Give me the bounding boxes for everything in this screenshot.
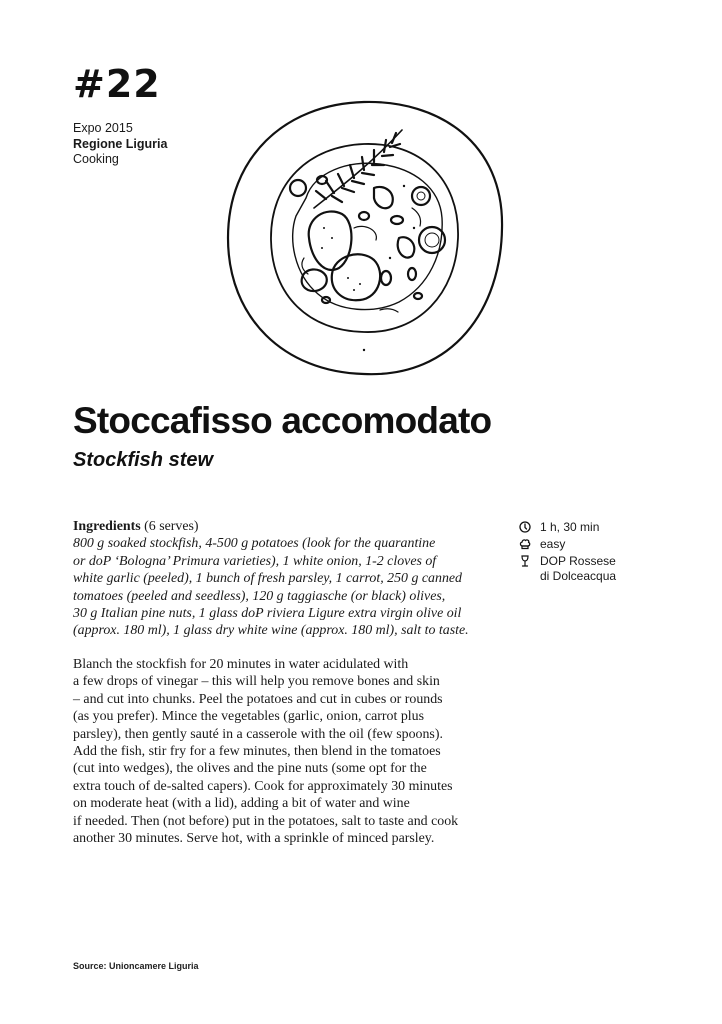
- category-label: Cooking: [73, 152, 119, 166]
- ingredients-line: tomatoes (peeled and seedless), 120 g taggiasche (or black) olives,: [73, 588, 446, 604]
- recipe-facts: [519, 520, 616, 586]
- event-label: Expo 2015: [73, 121, 133, 135]
- region-label: Regione Liguria: [73, 136, 168, 151]
- difficulty-value: easy: [540, 537, 566, 551]
- serves-label: (6 serves): [144, 519, 199, 534]
- wine-fact: [519, 554, 616, 584]
- method-line: – and cut into chunks. Peel the potatoes and cut in cubes or rounds: [73, 691, 443, 707]
- method-line: Blanch the stockfish for 20 minutes in water acidulated with: [73, 657, 409, 672]
- ingredients-header: [73, 518, 513, 535]
- difficulty-fact: [519, 537, 616, 552]
- method-line: a few drops of vinegar – this will help you remove bones and skin: [73, 674, 440, 690]
- ingredients-section: [73, 518, 513, 640]
- ingredients-line: 800 g soaked stockfish, 4-500 g potatoes (look for the quarantine: [73, 536, 436, 552]
- source-credit: Source: Unioncamere Liguria: [73, 961, 199, 971]
- wine-glass-icon: [519, 555, 531, 567]
- wine-value-line2: di Dolceacqua: [540, 569, 617, 583]
- ingredients-line: (approx. 180 ml), 1 glass dry white wine (approx. 180 ml), salt to taste.: [73, 623, 469, 639]
- time-value: 1 h, 30 min: [540, 520, 600, 534]
- ingredients-list: [73, 535, 513, 639]
- method-line: if needed. Then (not before) put in the potatoes, salt to taste and cook: [73, 813, 459, 829]
- wine-value-line1: DOP Rossese: [540, 554, 616, 568]
- method-line: another 30 minutes. Serve hot, with a sprinkle of minced parsley.: [73, 831, 435, 847]
- method-section: [73, 656, 513, 847]
- method-line: extra touch of de-salted capers). Cook for approximately 30 minutes: [73, 778, 453, 794]
- time-fact: [519, 520, 616, 535]
- recipe-title: Stoccafisso accomodato: [73, 400, 492, 441]
- ingredients-line: or doP ‘Bologna’ Primura varieties), 1 white onion, 1-2 cloves of: [73, 553, 437, 569]
- ingredients-heading: Ingredients: [73, 519, 141, 534]
- method-line: Add the fish, stir fry for a few minutes, then blend in the tomatoes: [73, 744, 441, 760]
- recipe-number: #22: [73, 62, 161, 106]
- clock-icon: [519, 521, 531, 533]
- chef-hat-icon: [519, 538, 531, 550]
- ingredients-line: white garlic (peeled), 1 bunch of fresh parsley, 1 carrot, 250 g canned: [73, 571, 462, 587]
- method-line: (as you prefer). Mince the vegetables (garlic, onion, carrot plus: [73, 709, 424, 725]
- method-line: on moderate heat (with a lid), adding a bit of water and wine: [73, 796, 410, 812]
- method-line: (cut into wedges), the olives and the pine nuts (some opt for the: [73, 761, 427, 777]
- stockfish-stew-plate-illustration: [214, 88, 514, 388]
- ingredients-line: 30 g Italian pine nuts, 1 glass doP riviera Ligure extra virgin olive oil: [73, 606, 462, 622]
- recipe-meta: [73, 121, 167, 168]
- method-line: parsley), then gently sauté in a casserole with the oil (few spoons).: [73, 726, 443, 742]
- recipe-subtitle: Stockfish stew: [73, 449, 214, 471]
